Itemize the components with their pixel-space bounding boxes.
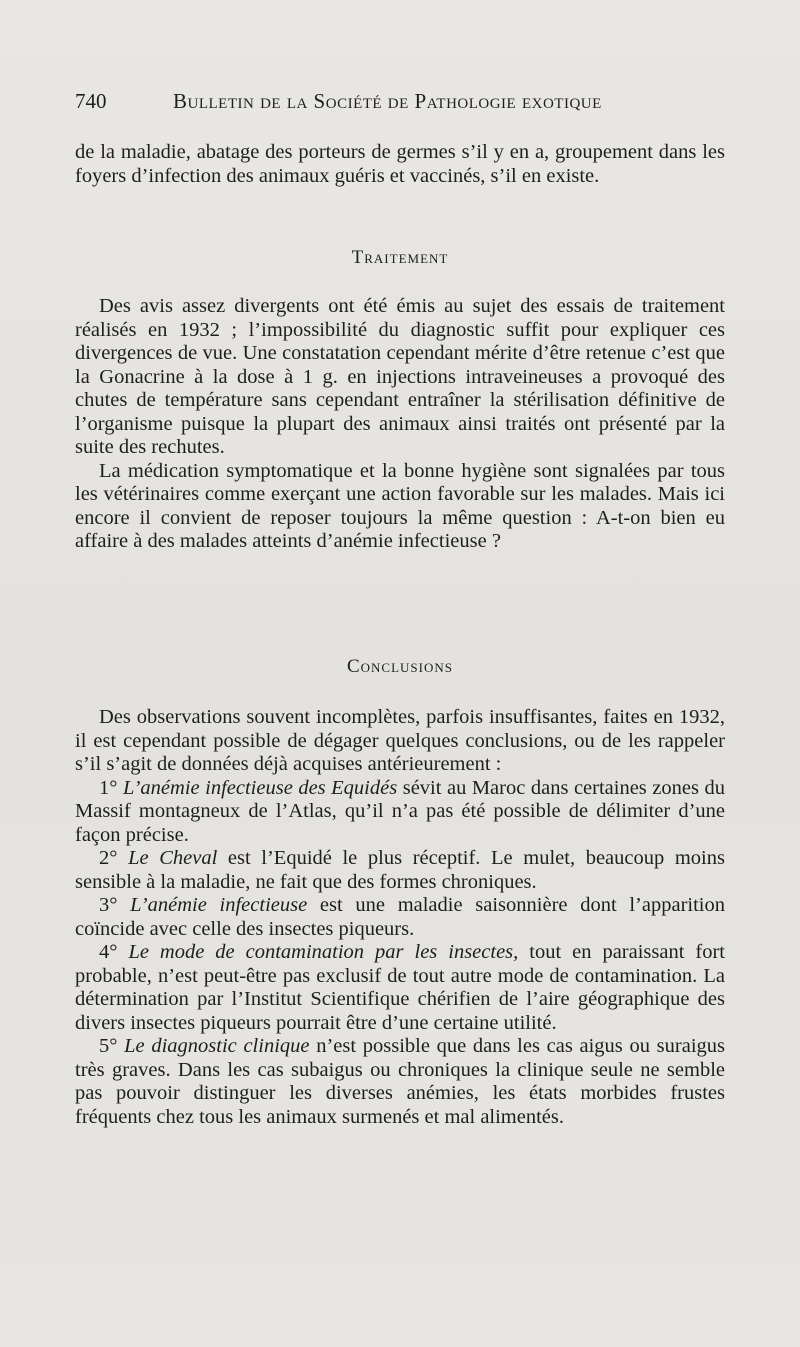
conclusion-italic-term: L’anémie infectieuse des Equidés [122,776,398,799]
section-heading-conclusions: Conclusions [346,656,453,677]
conclusion-item [75,847,725,894]
conclusions-intro: Des observations souvent incomplètes, parfois insuffisantes, faites en 1932, il est cependant possible de dégager quelques conclusions, ou de les rappeler s’il s’agit de données déjà acquises antérieurement : [75,706,725,775]
conclusions-section [75,706,725,1129]
conclusion-item [75,777,725,848]
conclusion-number: 2° [99,847,118,869]
running-title: Bulletin de la Société de Pathologie exotique [173,89,602,113]
conclusion-italic-term: L’anémie infectieuse [130,894,308,916]
conclusion-italic-term: Le diagnostic clinique [124,1035,310,1057]
conclusion-italic-term: Le Cheval [128,847,218,869]
intro-paragraph: de la maladie, abatage des porteurs de germes s’il y en a, groupement dans les foyers d’infection des animaux guéris et vaccinés, s’il en existe. [75,141,725,187]
page-header [75,89,735,117]
conclusion-italic-term: Le mode de contamination par les insectes, [128,941,519,963]
conclusion-item [75,894,725,941]
conclusion-text: tout en paraissant fort probable, n’est peut-être pas exclusif de tout autre mode de contamination. La détermination par l’Institut Scientifique chérifien de l’aire géographique des divers insectes piqueurs pourrait être d’une certaine utilité. [75,941,726,1034]
section-heading-traitement: Traitement [351,247,449,268]
conclusion-number: 5° [99,1035,118,1057]
traitement-paragraph: La médication symptomatique et la bonne hygiène sont signalées par tous les vétérinaires comme exerçant une action favorable sur les malades. Mais ici encore il convient de reposer toujours la même question : A-t-on bien eu affaire à des malades atteints d’anémie infectieuse ? [75,459,725,552]
conclusion-text: sévit au Maroc dans certaines zones du Massif montagneux de l’Atlas, qu’il n’a pas été possible de délimiter d’une façon précise. [75,776,725,846]
conclusion-text: est une maladie saisonnière dont l’apparition coïncide avec celle des insectes piqueurs. [75,894,725,940]
intro-section [75,141,725,188]
conclusion-number: 3° [99,894,118,916]
traitement-paragraph: Des avis assez divergents ont été émis au sujet des essais de traitement réalisés en 1932 ; l’impossibilité du diagnostic suffit pour expliquer ces divergences de vue. Une constatation cependant mérite d’être retenue c’est que la Gonacrine à la dose à 1 g. en injections intraveineuses a provoqué des chutes de température sans cependant entraîner la stérilisation définitive de l’organisme puisque la plupart des animaux ainsi traités ont présenté par la suite des rechutes. [75,295,725,458]
traitement-section [75,295,725,554]
conclusion-text: est l’Equidé le plus réceptif. Le mulet, beaucoup moins sensible à la maladie, ne fait que des formes chroniques. [75,847,725,893]
conclusion-number: 4° [99,941,118,963]
conclusion-number: 1° [99,776,118,799]
conclusion-text: n’est possible que dans les cas aigus ou suraigus très graves. Dans les cas subaigus ou chroniques la clinique seule ne semble pas pouvoir distinguer les diverses anémies, les états morbides frustes fréquents chez tous les animaux surmenés et mal alimentés. [75,1035,726,1128]
page-number: 740 [75,89,107,113]
conclusion-item [75,1035,725,1129]
conclusion-item [75,941,725,1035]
